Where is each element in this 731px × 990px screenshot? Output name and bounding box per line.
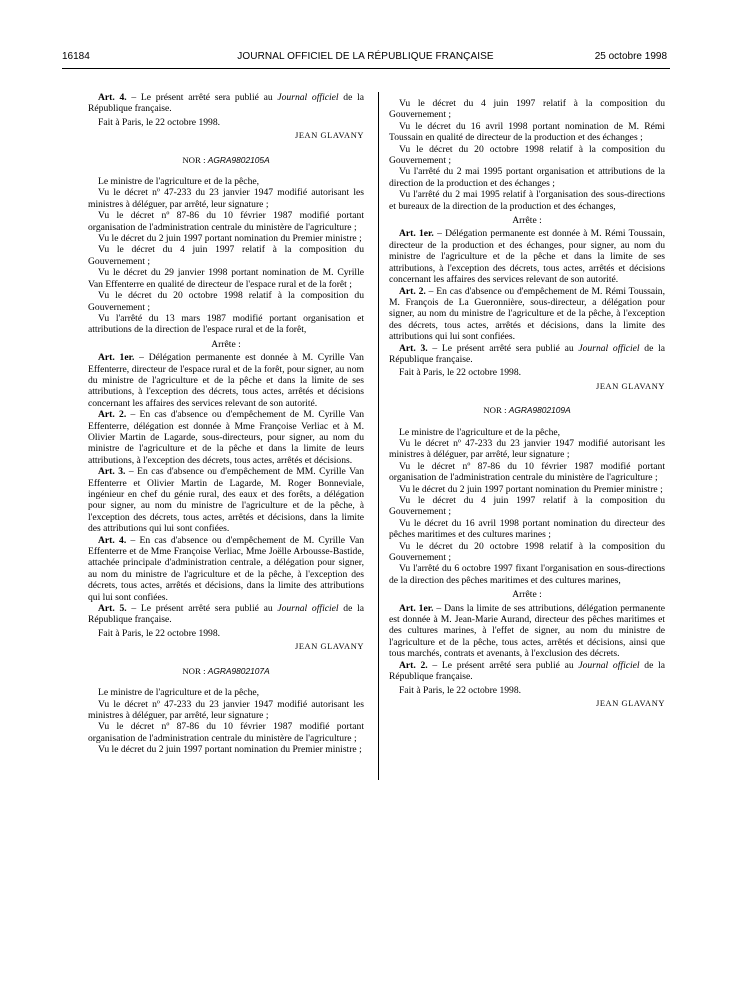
visa: Vu l'arrêté du 13 mars 1987 modifié portant organisation et attributions de la direction de l'espace rural et de la forêt, bbox=[88, 312, 364, 336]
article: Art. 4. – En cas d'absence ou d'empêchement de M. Cyrille Van Effenterre et de Mme Françoise Verliac, Mme Joëlle Arbousse-Bastide, attachée principale d'administration centrale, a délégation pour signer, au nom du ministre de l'agriculture et de la pêche, à l'exception des décrets, tous actes, arrêtés et décisions, dans la limite des attributions qui lui sont confiées. bbox=[88, 534, 364, 603]
visas-block bbox=[389, 98, 665, 212]
article: Art. 2. – En cas d'absence ou d'empêchement de M. Rémi Toussain, M. François de La Gueronnière, sous-directeur, a délégation pour signer, au nom du ministre de l'agriculture et de la pêche, à l'exception des décrets, tous actes, arrêtés et décisions, dans la limite des attributions qui lui sont confiées. bbox=[389, 285, 666, 343]
article: Art. 4. – Le présent arrêté sera publié au Journal officiel de la République française. bbox=[88, 92, 364, 115]
header-rule bbox=[62, 68, 670, 69]
visa: Le ministre de l'agriculture et de la pêche, bbox=[399, 426, 561, 438]
journal-title: JOURNAL OFFICIEL DE LA RÉPUBLIQUE FRANÇAISE bbox=[237, 51, 494, 62]
issue-date: 25 octobre 1998 bbox=[594, 51, 667, 62]
signature: JEAN GLAVANY bbox=[595, 381, 665, 391]
visa: Vu le décret du 20 octobre 1998 relatif à la composition du Gouvernement ; bbox=[88, 290, 364, 313]
visa: Vu le décret nº 47-233 du 23 janvier 1947 modifié autorisant les ministres à déléguer, par arrêté, leur signature ; bbox=[88, 187, 364, 210]
nor-reference: NOR : AGRA9802109A bbox=[483, 405, 571, 416]
visas-block bbox=[389, 427, 665, 587]
visa: Le ministre de l'agriculture et de la pêche, bbox=[98, 176, 260, 188]
article: Art. 3. – Le présent arrêté sera publié au Journal officiel de la République française. bbox=[389, 342, 665, 365]
visa: Vu le décret du 4 juin 1997 relatif à la composition du Gouvernement ; bbox=[389, 98, 665, 121]
visa: Vu le décret nº 87-86 du 10 février 1987 modifié portant organisation de l'administration centrale du ministère de l'agriculture ; bbox=[389, 460, 665, 484]
fait-a-paris: Fait à Paris, le 22 octobre 1998. bbox=[399, 684, 522, 696]
visa: Vu le décret du 4 juin 1997 relatif à la composition du Gouvernement ; bbox=[88, 244, 364, 267]
signature: JEAN GLAVANY bbox=[294, 131, 364, 141]
signature: JEAN GLAVANY bbox=[595, 698, 665, 708]
visa: Vu le décret nº 87-86 du 10 février 1987 modifié portant organisation de l'administration centrale du ministère de l'agriculture ; bbox=[88, 210, 364, 233]
nor-reference: NOR : AGRA9802107A bbox=[182, 665, 270, 676]
visa: Vu l'arrêté du 6 octobre 1997 fixant l'organisation en sous-directions de la direction des pêches maritimes et des cultures marines, bbox=[389, 563, 665, 586]
arrete-heading: Arrête : bbox=[512, 589, 542, 601]
visa: Vu le décret nº 47-233 du 23 janvier 1947 modifié autorisant les ministres à déléguer, par arrêté, leur signature ; bbox=[389, 437, 665, 461]
arrete-heading: Arrête : bbox=[512, 215, 542, 227]
visa: Vu le décret du 16 avril 1998 portant nomination de M. Rémi Toussain en qualité de directeur de la production et des échanges ; bbox=[389, 120, 665, 144]
fait-a-paris: Fait à Paris, le 22 octobre 1998. bbox=[399, 367, 522, 379]
article: Art. 2. – Le présent arrêté sera publié au Journal officiel de la République française. bbox=[389, 659, 665, 683]
visa: Vu l'arrêté du 2 mai 1995 portant organisation et attributions de la direction de la production et des échanges ; bbox=[389, 166, 665, 189]
page-number: 16184 bbox=[62, 51, 90, 62]
article: Art. 2. – En cas d'absence ou d'empêchement de M. Cyrille Van Effenterre, délégation est donnée à Mme Françoise Verliac et à M. Olivier Martin de Lagarde, sous-directeurs, pour signer, au nom du ministre de l'agriculture et de la pêche et dans la limite de leurs attributions, à l'exception des décrets, tous actes, arrêtés et décisions. bbox=[88, 409, 364, 466]
visa: Vu le décret nº 87-86 du 10 février 1987 modifié portant organisation de l'administration centrale du ministère de l'agriculture ; bbox=[88, 721, 364, 744]
visa: Vu le décret du 2 juin 1997 portant nomination du Premier ministre ; bbox=[98, 233, 362, 245]
article: Art. 1er. – Dans la limite de ses attributions, délégation permanente est donnée à M. Jean-Marie Aurand, directeur des pêches maritimes et des cultures marines, à l'effet de signer, au nom du ministre de l'agriculture et de la pêche, tous actes, arrêtés et décisions, ainsi que tous marchés, contrats et avenants, à l'exclusion des décrets. bbox=[389, 602, 665, 660]
fait-a-paris: Fait à Paris, le 22 octobre 1998. bbox=[98, 627, 221, 639]
nor-reference: NOR : AGRA9802105A bbox=[182, 154, 270, 165]
visa: Vu le décret du 29 janvier 1998 portant nomination de M. Cyrille Van Effenterre en qualité de directeur de l'espace rural et de la forêt ; bbox=[88, 267, 364, 290]
right-column bbox=[389, 98, 665, 709]
page-header bbox=[0, 48, 731, 66]
visa: Le ministre de l'agriculture et de la pêche, bbox=[98, 687, 260, 699]
left-column bbox=[88, 92, 364, 756]
visa: Vu le décret du 16 avril 1998 portant nomination du directeur des pêches maritimes et des cultures marines ; bbox=[389, 517, 665, 541]
visa: Vu le décret du 4 juin 1997 relatif à la composition du Gouvernement ; bbox=[389, 495, 665, 518]
article: Art. 1er. – Délégation permanente est donnée à M. Rémi Toussain, directeur de la production et des échanges, pour signer, au nom du ministre de l'agriculture et de la pêche et dans la limite de ses attributions, à l'exception des décrets, tous actes, arrêtés et décisions concernant les affaires des services relevant de son autorité. bbox=[389, 228, 666, 286]
visa: Vu le décret du 20 octobre 1998 relatif à la composition du Gouvernement ; bbox=[389, 143, 665, 167]
article: Art. 5. – Le présent arrêté sera publié au Journal officiel de la République française. bbox=[88, 603, 364, 626]
visa: Vu le décret nº 47-233 du 23 janvier 1947 modifié autorisant les ministres à déléguer, par arrêté, leur signature ; bbox=[88, 698, 364, 721]
visa: Vu le décret du 2 juin 1997 portant nomination du Premier ministre ; bbox=[399, 483, 663, 495]
arrete-heading: Arrête : bbox=[211, 338, 241, 350]
fait-a-paris: Fait à Paris, le 22 octobre 1998. bbox=[98, 116, 221, 128]
signature: JEAN GLAVANY bbox=[294, 642, 364, 652]
visas-block bbox=[88, 176, 364, 336]
visa: Vu le décret du 20 octobre 1998 relatif à la composition du Gouvernement ; bbox=[389, 540, 665, 564]
visas-block bbox=[88, 687, 364, 755]
column-divider bbox=[378, 92, 379, 780]
visa: Vu le décret du 2 juin 1997 portant nomination du Premier ministre ; bbox=[98, 744, 362, 756]
article: Art. 1er. – Délégation permanente est donnée à M. Cyrille Van Effenterre, directeur de l'espace rural et de la forêt, pour signer, au nom du ministre de l'agriculture et de la pêche et dans la limite de ses attributions, à l'exception des décrets, tous actes, arrêtés et décisions concernant les affaires des services relevant de son autorité. bbox=[88, 352, 364, 409]
article: Art. 3. – En cas d'absence ou d'empêchement de MM. Cyrille Van Effenterre et Olivier Martin de Lagarde, M. Roger Bonneviale, ingénieur en chef du génie rural, des eaux et des forêts, a délégation pour signer, au nom du ministre de l'agriculture et de la pêche, à l'exception des décrets, tous actes, arrêtés et décisions, dans la limite des attributions qui lui sont confiées. bbox=[88, 466, 365, 535]
visa: Vu l'arrêté du 2 mai 1995 relatif à l'organisation des sous-directions et bureaux de la direction de la production et des échanges, bbox=[389, 189, 665, 212]
